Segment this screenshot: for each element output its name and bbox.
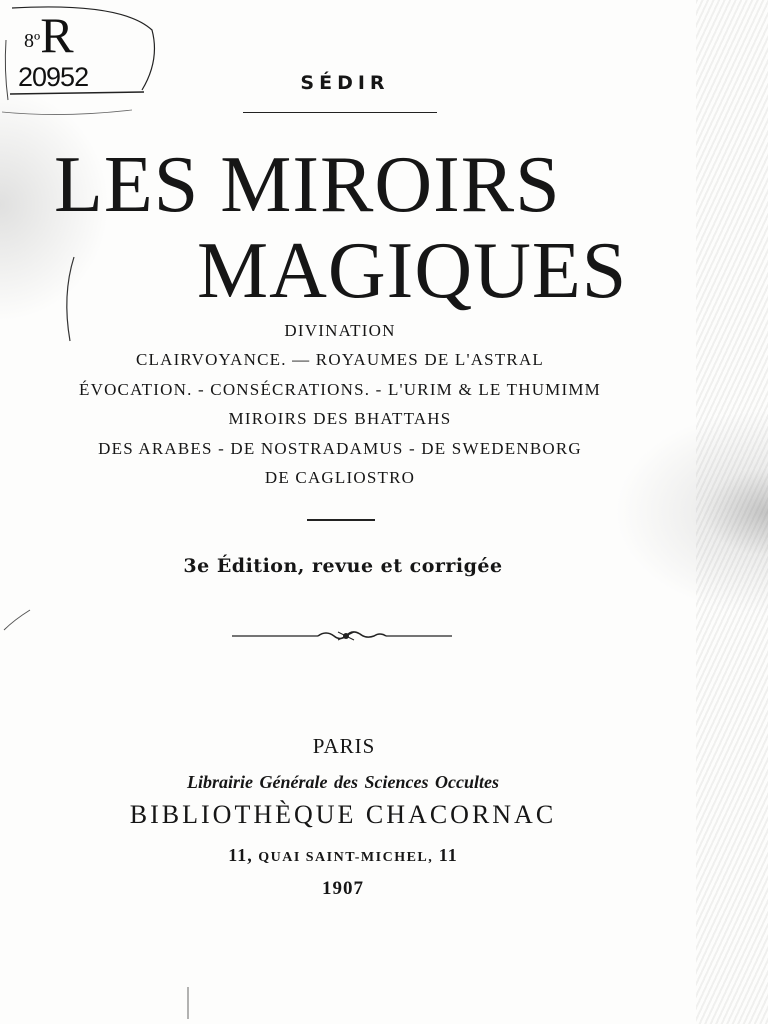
imprint-year: 1907 (322, 878, 364, 899)
shelf-number: 20952 (18, 62, 89, 92)
subtitle-line: MIROIRS DES BHATTAHS (228, 409, 452, 428)
scan-mark-bottom (182, 985, 194, 1021)
subtitle-line: CLAIRVOYANCE. — ROYAUMES DE L'ASTRAL (135, 350, 545, 369)
ornament-divider-icon (230, 624, 460, 648)
imprint-bookshop: BIBLIOTHÈQUE CHACORNAC (129, 800, 557, 829)
address-number-left: 11, (228, 845, 253, 865)
title-line-2: MAGIQUES (197, 227, 628, 315)
imprint-publisher: Librairie Générale des Sciences Occultes (187, 772, 499, 792)
address-street: QUAI SAINT-MICHEL, (258, 850, 434, 865)
edition-statement: 3e Édition, revue et corrigée (183, 555, 503, 577)
address-number-right: 11 (438, 845, 458, 865)
scan-bracket-left (58, 255, 78, 345)
page-edge-shadow (696, 0, 768, 1024)
shelf-letter: R (40, 7, 74, 63)
author-name: SÉDIR (300, 72, 390, 94)
subtitle-line: DES ARABES - DE NOSTRADAMUS - DE SWEDENBORG (98, 439, 582, 458)
subtitle-line: DIVINATION (284, 321, 396, 340)
author-rule (243, 112, 437, 113)
subtitle-line: DE CAGLIOSTRO (264, 468, 416, 487)
imprint-city: PARIS (312, 734, 376, 758)
subtitle-line: ÉVOCATION. - CONSÉCRATIONS. - L'URIM & LE THUMIMM (79, 380, 601, 399)
shelf-prefix: 8º (24, 30, 41, 52)
shelf-mark (24, 7, 74, 63)
short-rule (307, 519, 375, 521)
imprint-address (0, 845, 686, 866)
title-line-1: LES MIROIRS (54, 141, 561, 229)
scan-mark-left (0, 600, 40, 640)
